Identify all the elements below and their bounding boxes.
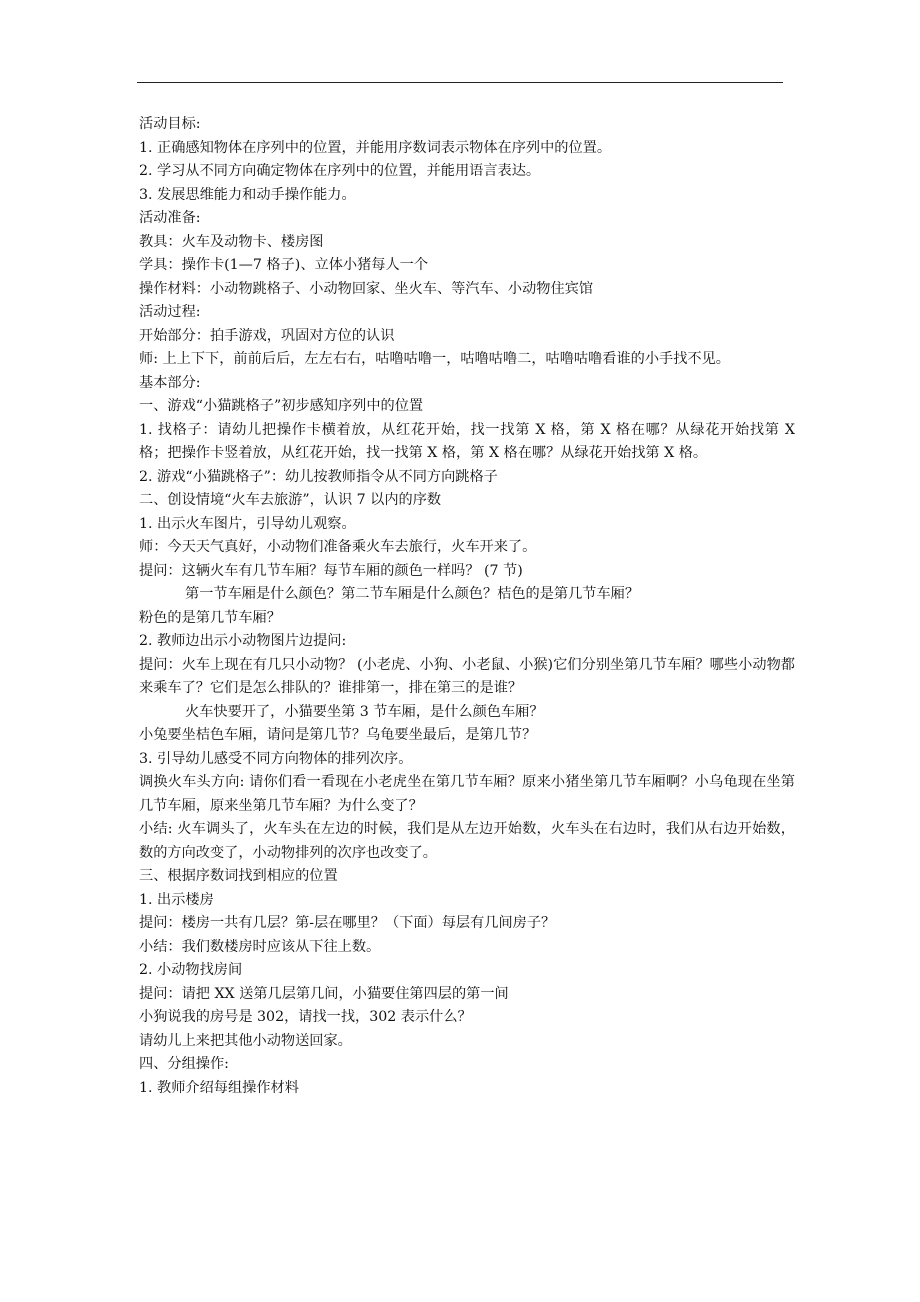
prep-learning-aids: 学具：操作卡(1—7 格子)、立体小猪每人一个 xyxy=(139,257,429,273)
section-2-item-2: 2. 教师边出示小动物图片边提问: xyxy=(139,633,347,649)
section-4-item-1: 1. 教师介绍每组操作材料 xyxy=(139,1079,299,1096)
section-2-question-4: 提问：火车上现在有几只小动物？ (小老虎、小狗、小老鼠、小猴)它们分别坐第几节车厢？哪些小动物都来乘车了？它们是怎么排队的？谁排第一，排在第三的是谁？ xyxy=(139,656,795,696)
prep-teaching-aids: 教具：火车及动物卡、楼房图 xyxy=(139,233,324,250)
heading-goals: 活动目标: xyxy=(139,116,201,132)
section-2-title: 二、创设情境“火车去旅游”，认识 7 以内的序数 xyxy=(139,492,442,508)
header-rule xyxy=(137,82,783,83)
process-opening: 开始部分：拍手游戏，巩固对方位的认识 xyxy=(139,327,395,344)
section-2-summary: 小结: 火车调头了，火车头在左边的时候，我们是从左边开始数，火车头在右边时，我们从右边开始数，数的方向改变了，小动物排列的次序也改变了。 xyxy=(139,821,795,861)
goal-item-3: 3. 发展思维能力和动手操作能力。 xyxy=(139,186,356,203)
section-4-title: 四、分组操作: xyxy=(139,1056,229,1072)
section-3-item-1: 1. 出示楼房 xyxy=(139,891,214,908)
section-3-question-2: 提问：请把 XX 送第几层第几间，小猫要住第四层的第一间 xyxy=(139,985,509,1002)
section-2-teacher-line: 师：今天天气真好，小动物们准备乘火车去旅行，火车开来了。 xyxy=(139,539,537,555)
goal-item-1: 1. 正确感知物体在序列中的位置，并能用序数词表示物体在序列中的位置。 xyxy=(139,139,612,156)
heading-basic-part: 基本部分: xyxy=(139,374,201,391)
section-1-item-1: 1. 找格子：请幼儿把操作卡横着放，从红花开始，找一找第 X 格，第 X 格在哪？从绿花开始找第 X 格；把操作卡竖着放，从红花开始，找一找第 X 格，第 X 格在哪？从绿花开始找第 X 格。 xyxy=(139,421,795,461)
section-2-direction-change: 调换火车头方向: 请你们看一看现在小老虎坐在第几节车厢？原来小猪坐第几节车厢啊？小乌龟现在坐第几节车厢，原来坐第几节车厢？为什么变了？ xyxy=(139,774,795,814)
section-1-title: 一、游戏“小猫跳格子”初步感知序列中的位置 xyxy=(139,398,424,414)
section-3-summary: 小结：我们数楼房时应该从下往上数。 xyxy=(139,938,381,955)
heading-process: 活动过程: xyxy=(139,304,201,320)
section-2-question-5: 火车快要开了，小猫要坐第 3 节车厢，是什么颜色车厢？ xyxy=(185,703,544,720)
goal-item-2: 2. 学习从不同方向确定物体在序列中的位置，并能用语言表达。 xyxy=(139,163,541,179)
section-2-item-1: 1. 出示火车图片，引导幼儿观察。 xyxy=(139,515,356,532)
section-2-question-2: 第一节车厢是什么颜色？第二节车厢是什么颜色？桔色的是第几节车厢？ xyxy=(185,586,640,602)
section-2-question-3: 粉色的是第几节车厢？ xyxy=(139,609,281,626)
section-3-item-2: 2. 小动物找房间 xyxy=(139,962,243,978)
opening-teacher-chant: 师: 上上下下，前前后后，左左右右，咕噜咕噜一，咕噜咕噜二，咕噜咕噜看谁的小手找不见。 xyxy=(139,351,730,367)
section-3-question-1: 提问：楼房一共有几层？第-层在哪里？（下面）每层有几间房子？ xyxy=(139,915,556,931)
document-body xyxy=(139,113,795,1100)
section-1-item-2: 2. 游戏“小猫跳格子”：幼儿按教师指令从不同方向跳格子 xyxy=(139,468,498,485)
section-2-question-6: 小兔要坐桔色车厢，请问是第几节？乌龟要坐最后，是第几节？ xyxy=(139,727,537,743)
section-3-question-3: 小狗说我的房号是 302，请找一找，302 表示什么？ xyxy=(139,1009,472,1025)
heading-preparation: 活动准备: xyxy=(139,210,201,226)
section-2-item-3: 3. 引导幼儿感受不同方向物体的排列次序。 xyxy=(139,750,413,767)
section-3-title: 三、根据序数词找到相应的位置 xyxy=(139,868,338,884)
prep-materials: 操作材料：小动物跳格子、小动物回家、坐火车、等汽车、小动物住宾馆 xyxy=(139,280,594,297)
section-3-activity: 请幼儿上来把其他小动物送回家。 xyxy=(139,1032,352,1049)
section-2-question-1: 提问：这辆火车有几节车厢？每节车厢的颜色一样吗？ (7 节) xyxy=(139,562,523,579)
